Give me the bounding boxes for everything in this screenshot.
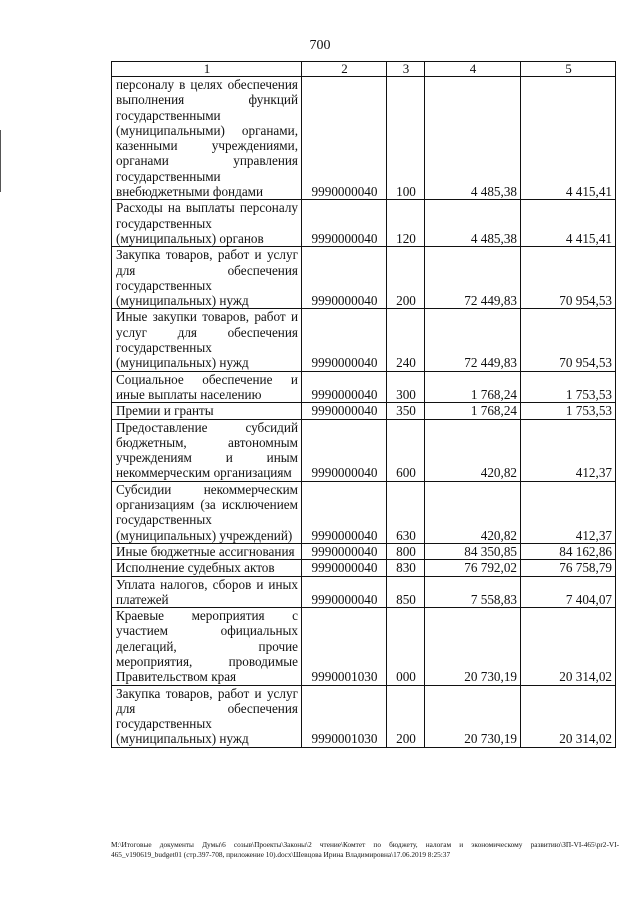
row-code: 9990000040 <box>302 371 387 403</box>
row-name: Премии и гранты <box>112 403 302 419</box>
table-row <box>112 309 616 371</box>
row-amount-1: 20 730,19 <box>425 685 521 747</box>
table-row <box>112 543 616 559</box>
row-expense-type: 300 <box>387 371 425 403</box>
column-header-code: 2 <box>302 62 387 77</box>
row-amount-1: 1 768,24 <box>425 371 521 403</box>
row-amount-1: 4 485,38 <box>425 77 521 200</box>
row-amount-1: 420,82 <box>425 419 521 481</box>
row-code: 9990000040 <box>302 419 387 481</box>
row-amount-2: 7 404,07 <box>521 576 616 608</box>
row-amount-2: 4 415,41 <box>521 77 616 200</box>
row-amount-2: 20 314,02 <box>521 608 616 685</box>
row-code: 9990000040 <box>302 576 387 608</box>
row-code: 9990000040 <box>302 543 387 559</box>
row-amount-1: 7 558,83 <box>425 576 521 608</box>
row-expense-type: 240 <box>387 309 425 371</box>
row-expense-type: 600 <box>387 419 425 481</box>
header-row <box>112 62 616 77</box>
table-row <box>112 200 616 247</box>
row-name: Иные закупки товаров, работ и услуг для обеспечения государственных (муниципальных) нужд <box>112 309 302 371</box>
row-amount-1: 76 792,02 <box>425 560 521 576</box>
budget-table <box>111 61 616 748</box>
row-amount-1: 20 730,19 <box>425 608 521 685</box>
row-expense-type: 830 <box>387 560 425 576</box>
row-expense-type: 350 <box>387 403 425 419</box>
table-row <box>112 608 616 685</box>
row-amount-1: 72 449,83 <box>425 309 521 371</box>
table-row <box>112 560 616 576</box>
row-amount-2: 20 314,02 <box>521 685 616 747</box>
row-amount-1: 4 485,38 <box>425 200 521 247</box>
table-row <box>112 576 616 608</box>
row-code: 9990000040 <box>302 247 387 309</box>
row-amount-2: 76 758,79 <box>521 560 616 576</box>
row-amount-2: 70 954,53 <box>521 309 616 371</box>
table-row <box>112 77 616 200</box>
row-name: Исполнение судебных актов <box>112 560 302 576</box>
row-name: Закупка товаров, работ и услуг для обеспечения государственных (муниципальных) нужд <box>112 247 302 309</box>
row-expense-type: 200 <box>387 247 425 309</box>
row-expense-type: 800 <box>387 543 425 559</box>
row-name: Иные бюджетные ассигнования <box>112 543 302 559</box>
row-amount-1: 1 768,24 <box>425 403 521 419</box>
row-code: 9990001030 <box>302 685 387 747</box>
row-amount-2: 4 415,41 <box>521 200 616 247</box>
row-expense-type: 630 <box>387 481 425 543</box>
page-number: 700 <box>309 38 331 53</box>
column-header-expense-type: 3 <box>387 62 425 77</box>
row-name: Социальное обеспечение и иные выплаты населению <box>112 371 302 403</box>
row-amount-2: 412,37 <box>521 481 616 543</box>
row-name: Краевые мероприятия с участием официальных делегаций, прочие мероприятия, проводимые Правительством края <box>112 608 302 685</box>
table-row <box>112 419 616 481</box>
row-expense-type: 200 <box>387 685 425 747</box>
row-code: 9990000040 <box>302 309 387 371</box>
row-expense-type: 000 <box>387 608 425 685</box>
table-row <box>112 685 616 747</box>
row-amount-2: 70 954,53 <box>521 247 616 309</box>
row-code: 9990000040 <box>302 481 387 543</box>
row-name: персоналу в целях обеспечения выполнения функций государственными (муниципальными) органами, казенными учреждениями, органами управления государственными внебюджетными фондами <box>112 77 302 200</box>
document-path-footer: М:\Итоговые документы Думы\6 созыв\Проекты\Законы\2 чтение\Комтет по бюджету, налогам и экономическому развитию\ЗП-VI-465\pr2-VI-465_v190619_budget01 (стр.397-708, приложение 10).docx\Шевцова Ирина Владимировна\17.06.2019 8:25:37 <box>111 840 619 859</box>
row-expense-type: 100 <box>387 77 425 200</box>
row-name: Закупка товаров, работ и услуг для обеспечения государственных (муниципальных) нужд <box>112 685 302 747</box>
table-row <box>112 481 616 543</box>
row-expense-type: 120 <box>387 200 425 247</box>
row-amount-1: 72 449,83 <box>425 247 521 309</box>
row-name: Субсидии некоммерческим организациям (за исключением государственных (муниципальных) учреждений) <box>112 481 302 543</box>
row-expense-type: 850 <box>387 576 425 608</box>
row-code: 9990000040 <box>302 403 387 419</box>
row-amount-2: 412,37 <box>521 419 616 481</box>
column-header-name: 1 <box>112 62 302 77</box>
row-code: 9990001030 <box>302 608 387 685</box>
table-body <box>112 77 616 748</box>
table-row <box>112 371 616 403</box>
row-amount-1: 84 350,85 <box>425 543 521 559</box>
row-amount-2: 84 162,86 <box>521 543 616 559</box>
row-code: 9990000040 <box>302 77 387 200</box>
row-code: 9990000040 <box>302 560 387 576</box>
table-row <box>112 403 616 419</box>
row-amount-1: 420,82 <box>425 481 521 543</box>
margin-mark <box>0 130 1 192</box>
table-header <box>112 62 616 77</box>
column-header-amount-1: 4 <box>425 62 521 77</box>
row-amount-2: 1 753,53 <box>521 371 616 403</box>
row-code: 9990000040 <box>302 200 387 247</box>
row-name: Предоставление субсидий бюджетным, автономным учреждениям и иным некоммерческим организациям <box>112 419 302 481</box>
row-name: Расходы на выплаты персоналу государственных (муниципальных) органов <box>112 200 302 247</box>
row-name: Уплата налогов, сборов и иных платежей <box>112 576 302 608</box>
row-amount-2: 1 753,53 <box>521 403 616 419</box>
table-row <box>112 247 616 309</box>
column-header-amount-2: 5 <box>521 62 616 77</box>
